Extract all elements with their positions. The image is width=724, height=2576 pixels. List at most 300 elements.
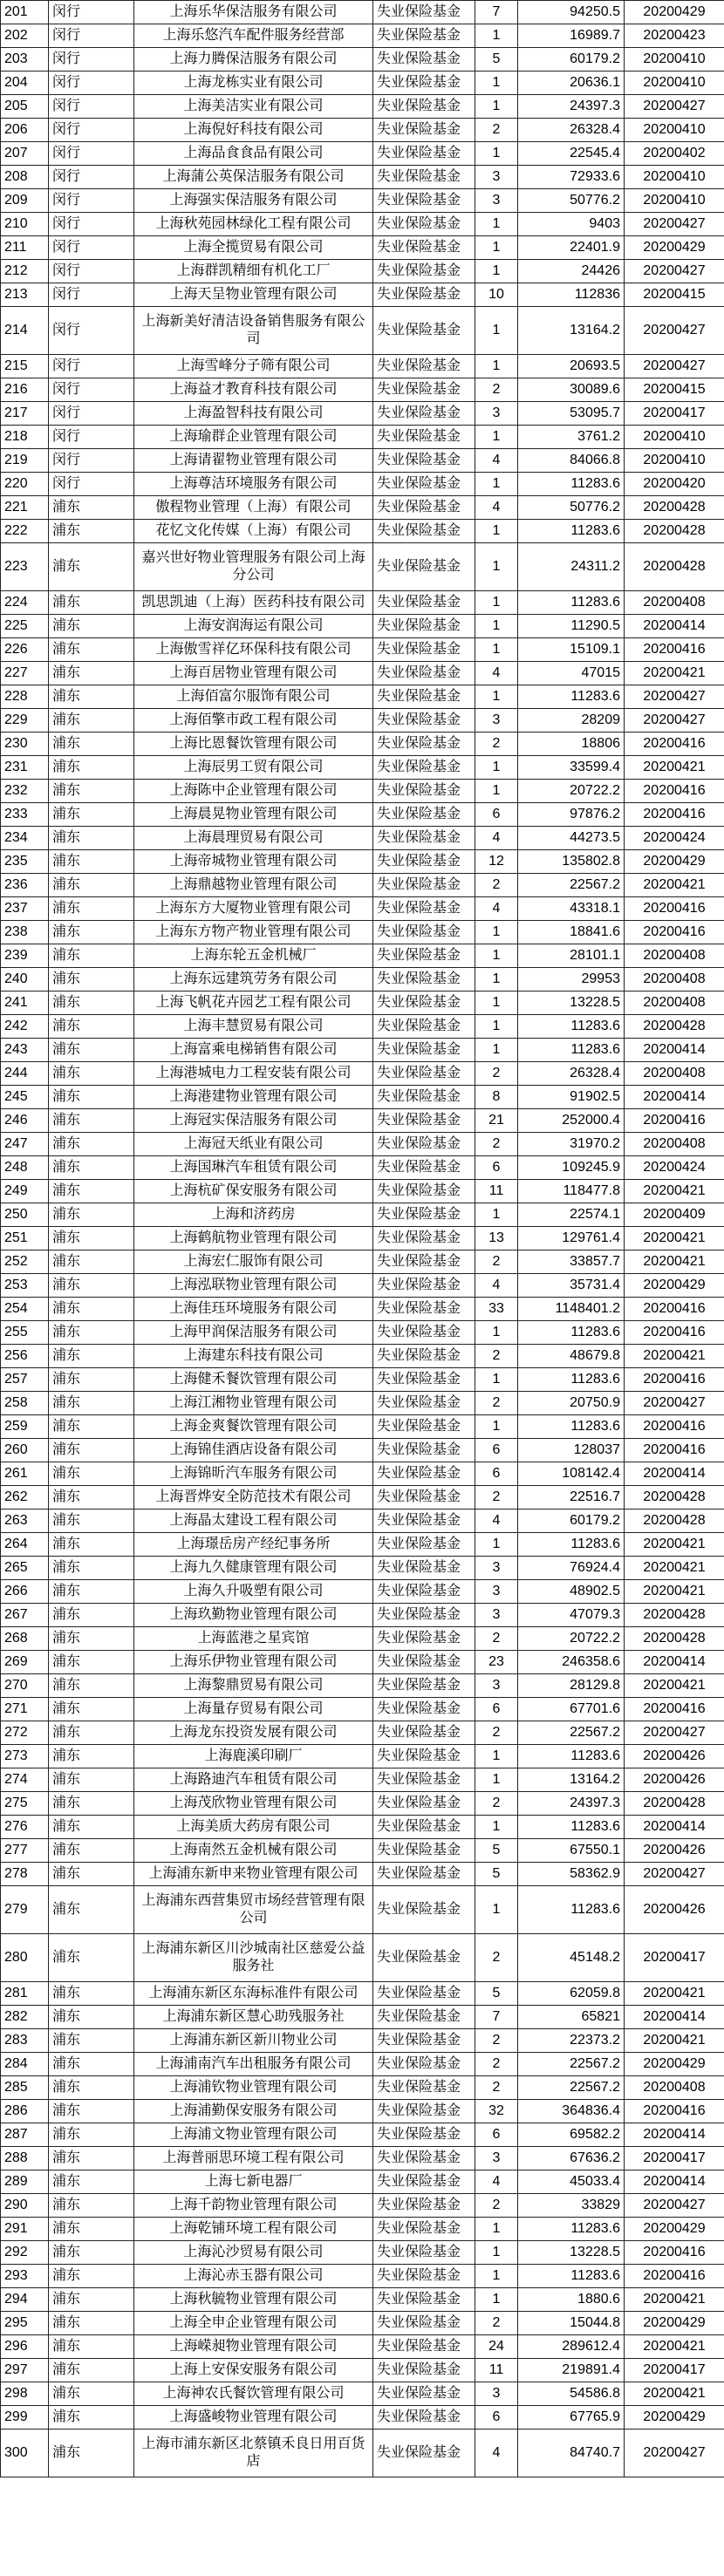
district-cell: 浦东 bbox=[49, 874, 134, 897]
company-name-cell: 上海天呈物业管理有限公司 bbox=[134, 283, 373, 307]
company-name-cell: 上海浦钦物业管理有限公司 bbox=[134, 2076, 373, 2100]
headcount-cell: 2 bbox=[475, 1251, 518, 1274]
district-cell: 浦东 bbox=[49, 1180, 134, 1203]
company-name-cell: 上海鹤航物业管理有限公司 bbox=[134, 1227, 373, 1251]
headcount-cell: 2 bbox=[475, 1486, 518, 1509]
district-cell: 浦东 bbox=[49, 1203, 134, 1227]
company-name-cell: 花忆文化传媒（上海）有限公司 bbox=[134, 520, 373, 543]
date-cell: 20200427 bbox=[625, 2429, 724, 2477]
table-row bbox=[1, 119, 724, 142]
row-number-cell: 201 bbox=[1, 1, 49, 24]
date-cell: 20200427 bbox=[625, 685, 724, 709]
amount-cell: 22567.2 bbox=[518, 1721, 625, 1745]
table-row bbox=[1, 1321, 724, 1345]
headcount-cell: 1 bbox=[475, 1368, 518, 1392]
row-number-cell: 220 bbox=[1, 473, 49, 496]
headcount-cell: 1 bbox=[475, 24, 518, 48]
district-cell: 闵行 bbox=[49, 189, 134, 213]
date-cell: 20200416 bbox=[625, 1109, 724, 1133]
table-row bbox=[1, 685, 724, 709]
amount-cell: 28101.1 bbox=[518, 944, 625, 968]
district-cell: 浦东 bbox=[49, 709, 134, 733]
headcount-cell: 2 bbox=[475, 1792, 518, 1816]
row-number-cell: 280 bbox=[1, 1934, 49, 1982]
amount-cell: 22574.1 bbox=[518, 1203, 625, 1227]
fund-type-cell: 失业保险基金 bbox=[373, 1415, 475, 1439]
fund-type-cell: 失业保险基金 bbox=[373, 897, 475, 921]
company-name-cell: 上海晨晃物业管理有限公司 bbox=[134, 803, 373, 827]
date-cell: 20200423 bbox=[625, 24, 724, 48]
fund-type-cell: 失业保险基金 bbox=[373, 709, 475, 733]
fund-type-cell: 失业保险基金 bbox=[373, 2359, 475, 2382]
date-cell: 20200414 bbox=[625, 2123, 724, 2147]
fund-type-cell: 失业保险基金 bbox=[373, 1251, 475, 1274]
row-number-cell: 294 bbox=[1, 2288, 49, 2312]
table-row bbox=[1, 1674, 724, 1698]
table-row bbox=[1, 1462, 724, 1486]
amount-cell: 364836.4 bbox=[518, 2100, 625, 2123]
date-cell: 20200408 bbox=[625, 968, 724, 992]
company-name-cell: 上海力腾保洁服务有限公司 bbox=[134, 48, 373, 72]
company-name-cell: 上海港城电力工程安装有限公司 bbox=[134, 1062, 373, 1086]
district-cell: 闵行 bbox=[49, 166, 134, 189]
table-row bbox=[1, 1533, 724, 1557]
amount-cell: 22373.2 bbox=[518, 2029, 625, 2053]
fund-type-cell: 失业保险基金 bbox=[373, 685, 475, 709]
row-number-cell: 231 bbox=[1, 756, 49, 780]
company-name-cell: 上海泓联物业管理有限公司 bbox=[134, 1274, 373, 1298]
district-cell: 浦东 bbox=[49, 2147, 134, 2171]
date-cell: 20200416 bbox=[625, 780, 724, 803]
company-name-cell: 上海江湘物业管理有限公司 bbox=[134, 1392, 373, 1415]
district-cell: 浦东 bbox=[49, 2265, 134, 2288]
amount-cell: 24397.3 bbox=[518, 1792, 625, 1816]
fund-type-cell: 失业保险基金 bbox=[373, 1321, 475, 1345]
company-name-cell: 上海安润海运有限公司 bbox=[134, 615, 373, 638]
headcount-cell: 4 bbox=[475, 449, 518, 473]
date-cell: 20200424 bbox=[625, 827, 724, 850]
date-cell: 20200421 bbox=[625, 1227, 724, 1251]
headcount-cell: 5 bbox=[475, 1839, 518, 1863]
table-row bbox=[1, 543, 724, 591]
district-cell: 浦东 bbox=[49, 733, 134, 756]
amount-cell: 11283.6 bbox=[518, 591, 625, 615]
row-number-cell: 204 bbox=[1, 72, 49, 95]
date-cell: 20200428 bbox=[625, 1604, 724, 1627]
table-row bbox=[1, 1109, 724, 1133]
fund-type-cell: 失业保险基金 bbox=[373, 1745, 475, 1768]
table-row bbox=[1, 1156, 724, 1180]
table-row bbox=[1, 1133, 724, 1156]
amount-cell: 22567.2 bbox=[518, 2053, 625, 2076]
amount-cell: 48679.8 bbox=[518, 1345, 625, 1368]
table-row bbox=[1, 260, 724, 283]
headcount-cell: 21 bbox=[475, 1109, 518, 1133]
headcount-cell: 1 bbox=[475, 1533, 518, 1557]
amount-cell: 109245.9 bbox=[518, 1156, 625, 1180]
company-name-cell: 上海量存贸易有限公司 bbox=[134, 1698, 373, 1721]
date-cell: 20200416 bbox=[625, 1321, 724, 1345]
district-cell: 浦东 bbox=[49, 1345, 134, 1368]
company-name-cell: 上海蒲公英保洁服务有限公司 bbox=[134, 166, 373, 189]
row-number-cell: 285 bbox=[1, 2076, 49, 2100]
headcount-cell: 4 bbox=[475, 2429, 518, 2477]
fund-type-cell: 失业保险基金 bbox=[373, 142, 475, 166]
row-number-cell: 229 bbox=[1, 709, 49, 733]
row-number-cell: 265 bbox=[1, 1557, 49, 1580]
table-row bbox=[1, 1062, 724, 1086]
table-row bbox=[1, 1203, 724, 1227]
date-cell: 20200421 bbox=[625, 1533, 724, 1557]
fund-type-cell: 失业保险基金 bbox=[373, 1768, 475, 1792]
date-cell: 20200421 bbox=[625, 1580, 724, 1604]
headcount-cell: 4 bbox=[475, 496, 518, 520]
fund-type-cell: 失业保险基金 bbox=[373, 1863, 475, 1886]
district-cell: 闵行 bbox=[49, 402, 134, 426]
amount-cell: 18806 bbox=[518, 733, 625, 756]
headcount-cell: 4 bbox=[475, 662, 518, 685]
date-cell: 20200417 bbox=[625, 2359, 724, 2382]
table-row bbox=[1, 2312, 724, 2335]
headcount-cell: 1 bbox=[475, 921, 518, 944]
row-number-cell: 293 bbox=[1, 2265, 49, 2288]
date-cell: 20200421 bbox=[625, 2288, 724, 2312]
district-cell: 浦东 bbox=[49, 1039, 134, 1062]
fund-type-cell: 失业保险基金 bbox=[373, 638, 475, 662]
company-name-cell: 上海东方物产物业管理有限公司 bbox=[134, 921, 373, 944]
amount-cell: 108142.4 bbox=[518, 1462, 625, 1486]
fund-type-cell: 失业保险基金 bbox=[373, 1, 475, 24]
fund-type-cell: 失业保险基金 bbox=[373, 615, 475, 638]
fund-type-cell: 失业保险基金 bbox=[373, 48, 475, 72]
row-number-cell: 271 bbox=[1, 1698, 49, 1721]
headcount-cell: 6 bbox=[475, 2123, 518, 2147]
headcount-cell: 1 bbox=[475, 2288, 518, 2312]
company-name-cell: 上海全揽贸易有限公司 bbox=[134, 236, 373, 260]
headcount-cell: 6 bbox=[475, 1156, 518, 1180]
headcount-cell: 1 bbox=[475, 1015, 518, 1039]
row-number-cell: 267 bbox=[1, 1604, 49, 1627]
company-name-cell: 上海强实保洁服务有限公司 bbox=[134, 189, 373, 213]
row-number-cell: 246 bbox=[1, 1109, 49, 1133]
table-row bbox=[1, 1721, 724, 1745]
fund-type-cell: 失业保险基金 bbox=[373, 780, 475, 803]
row-number-cell: 233 bbox=[1, 803, 49, 827]
row-number-cell: 260 bbox=[1, 1439, 49, 1462]
date-cell: 20200416 bbox=[625, 1439, 724, 1462]
table-row bbox=[1, 2406, 724, 2429]
fund-type-cell: 失业保险基金 bbox=[373, 189, 475, 213]
row-number-cell: 273 bbox=[1, 1745, 49, 1768]
amount-cell: 11283.6 bbox=[518, 2218, 625, 2241]
table-row bbox=[1, 166, 724, 189]
amount-cell: 72933.6 bbox=[518, 166, 625, 189]
district-cell: 浦东 bbox=[49, 1674, 134, 1698]
row-number-cell: 222 bbox=[1, 520, 49, 543]
company-name-cell: 上海品食食品有限公司 bbox=[134, 142, 373, 166]
row-number-cell: 262 bbox=[1, 1486, 49, 1509]
amount-cell: 1880.6 bbox=[518, 2288, 625, 2312]
date-cell: 20200408 bbox=[625, 992, 724, 1015]
amount-cell: 11283.6 bbox=[518, 2265, 625, 2288]
row-number-cell: 298 bbox=[1, 2382, 49, 2406]
table-row bbox=[1, 95, 724, 119]
amount-cell: 69582.2 bbox=[518, 2123, 625, 2147]
district-cell: 浦东 bbox=[49, 685, 134, 709]
headcount-cell: 2 bbox=[475, 2053, 518, 2076]
company-name-cell: 上海帝城物业管理有限公司 bbox=[134, 850, 373, 874]
district-cell: 浦东 bbox=[49, 944, 134, 968]
table-row bbox=[1, 1227, 724, 1251]
table-row bbox=[1, 189, 724, 213]
company-name-cell: 上海浦文物业管理有限公司 bbox=[134, 2123, 373, 2147]
row-number-cell: 208 bbox=[1, 166, 49, 189]
company-name-cell: 上海佳珏环境服务有限公司 bbox=[134, 1298, 373, 1321]
amount-cell: 30089.6 bbox=[518, 378, 625, 402]
fund-type-cell: 失业保险基金 bbox=[373, 260, 475, 283]
headcount-cell: 2 bbox=[475, 2312, 518, 2335]
district-cell: 闵行 bbox=[49, 426, 134, 449]
headcount-cell: 2 bbox=[475, 1345, 518, 1368]
district-cell: 浦东 bbox=[49, 1580, 134, 1604]
company-name-cell: 上海蓝港之星宾馆 bbox=[134, 1627, 373, 1651]
table-row bbox=[1, 968, 724, 992]
headcount-cell: 1 bbox=[475, 1415, 518, 1439]
row-number-cell: 236 bbox=[1, 874, 49, 897]
table-row bbox=[1, 615, 724, 638]
row-number-cell: 296 bbox=[1, 2335, 49, 2359]
amount-cell: 33857.7 bbox=[518, 1251, 625, 1274]
amount-cell: 24426 bbox=[518, 260, 625, 283]
table-row bbox=[1, 1509, 724, 1533]
district-cell: 浦东 bbox=[49, 1745, 134, 1768]
row-number-cell: 242 bbox=[1, 1015, 49, 1039]
fund-type-cell: 失业保险基金 bbox=[373, 921, 475, 944]
amount-cell: 18841.6 bbox=[518, 921, 625, 944]
district-cell: 浦东 bbox=[49, 992, 134, 1015]
table-row bbox=[1, 1251, 724, 1274]
row-number-cell: 216 bbox=[1, 378, 49, 402]
headcount-cell: 2 bbox=[475, 1062, 518, 1086]
row-number-cell: 221 bbox=[1, 496, 49, 520]
district-cell: 闵行 bbox=[49, 24, 134, 48]
amount-cell: 11283.6 bbox=[518, 1015, 625, 1039]
fund-type-cell: 失业保险基金 bbox=[373, 1133, 475, 1156]
date-cell: 20200421 bbox=[625, 1557, 724, 1580]
amount-cell: 22567.2 bbox=[518, 874, 625, 897]
amount-cell: 97876.2 bbox=[518, 803, 625, 827]
company-name-cell: 上海百居物业管理有限公司 bbox=[134, 662, 373, 685]
date-cell: 20200428 bbox=[625, 1509, 724, 1533]
date-cell: 20200416 bbox=[625, 2241, 724, 2265]
amount-cell: 76924.4 bbox=[518, 1557, 625, 1580]
district-cell: 浦东 bbox=[49, 756, 134, 780]
amount-cell: 20722.2 bbox=[518, 780, 625, 803]
company-name-cell: 傲程物业管理（上海）有限公司 bbox=[134, 496, 373, 520]
company-name-cell: 上海建东科技有限公司 bbox=[134, 1345, 373, 1368]
table-row bbox=[1, 1651, 724, 1674]
fund-type-cell: 失业保险基金 bbox=[373, 1462, 475, 1486]
row-number-cell: 239 bbox=[1, 944, 49, 968]
date-cell: 20200417 bbox=[625, 1934, 724, 1982]
table-row bbox=[1, 591, 724, 615]
date-cell: 20200408 bbox=[625, 1062, 724, 1086]
row-number-cell: 215 bbox=[1, 355, 49, 378]
table-row bbox=[1, 1415, 724, 1439]
headcount-cell: 1 bbox=[475, 1768, 518, 1792]
amount-cell: 28129.8 bbox=[518, 1674, 625, 1698]
headcount-cell: 23 bbox=[475, 1651, 518, 1674]
date-cell: 20200426 bbox=[625, 1745, 724, 1768]
district-cell: 浦东 bbox=[49, 2382, 134, 2406]
district-cell: 浦东 bbox=[49, 2406, 134, 2429]
amount-cell: 11283.6 bbox=[518, 1321, 625, 1345]
company-name-cell: 上海南然五金机械有限公司 bbox=[134, 1839, 373, 1863]
fund-type-cell: 失业保险基金 bbox=[373, 1109, 475, 1133]
table-row bbox=[1, 1015, 724, 1039]
amount-cell: 47015 bbox=[518, 662, 625, 685]
table-row bbox=[1, 780, 724, 803]
headcount-cell: 4 bbox=[475, 2171, 518, 2194]
table-row bbox=[1, 1792, 724, 1816]
fund-type-cell: 失业保险基金 bbox=[373, 1698, 475, 1721]
table-row bbox=[1, 944, 724, 968]
district-cell: 浦东 bbox=[49, 2076, 134, 2100]
headcount-cell: 4 bbox=[475, 827, 518, 850]
company-name-cell: 上海路迪汽车租赁有限公司 bbox=[134, 1768, 373, 1792]
row-number-cell: 235 bbox=[1, 850, 49, 874]
district-cell: 浦东 bbox=[49, 543, 134, 591]
district-cell: 浦东 bbox=[49, 520, 134, 543]
district-cell: 闵行 bbox=[49, 142, 134, 166]
table-row bbox=[1, 449, 724, 473]
table-row bbox=[1, 1604, 724, 1627]
district-cell: 浦东 bbox=[49, 1934, 134, 1982]
date-cell: 20200421 bbox=[625, 1674, 724, 1698]
district-cell: 浦东 bbox=[49, 1251, 134, 1274]
company-name-cell: 上海锦佳酒店设备有限公司 bbox=[134, 1439, 373, 1462]
table-row bbox=[1, 1768, 724, 1792]
date-cell: 20200414 bbox=[625, 1086, 724, 1109]
table-row bbox=[1, 850, 724, 874]
amount-cell: 129761.4 bbox=[518, 1227, 625, 1251]
row-number-cell: 210 bbox=[1, 213, 49, 236]
headcount-cell: 1 bbox=[475, 992, 518, 1015]
amount-cell: 20693.5 bbox=[518, 355, 625, 378]
row-number-cell: 243 bbox=[1, 1039, 49, 1062]
headcount-cell: 1 bbox=[475, 1886, 518, 1934]
amount-cell: 13164.2 bbox=[518, 307, 625, 355]
company-name-cell: 上海乐伊物业管理有限公司 bbox=[134, 1651, 373, 1674]
company-name-cell: 上海冠实保洁服务有限公司 bbox=[134, 1109, 373, 1133]
date-cell: 20200421 bbox=[625, 2382, 724, 2406]
table-row bbox=[1, 283, 724, 307]
date-cell: 20200414 bbox=[625, 1651, 724, 1674]
fund-type-cell: 失业保险基金 bbox=[373, 1439, 475, 1462]
date-cell: 20200427 bbox=[625, 2194, 724, 2218]
amount-cell: 11283.6 bbox=[518, 473, 625, 496]
row-number-cell: 268 bbox=[1, 1627, 49, 1651]
amount-cell: 11283.6 bbox=[518, 1745, 625, 1768]
date-cell: 20200429 bbox=[625, 1, 724, 24]
fund-type-cell: 失业保险基金 bbox=[373, 1180, 475, 1203]
headcount-cell: 1 bbox=[475, 473, 518, 496]
row-number-cell: 251 bbox=[1, 1227, 49, 1251]
headcount-cell: 6 bbox=[475, 1439, 518, 1462]
company-name-cell: 上海盛峻物业管理有限公司 bbox=[134, 2406, 373, 2429]
headcount-cell: 33 bbox=[475, 1298, 518, 1321]
fund-type-cell: 失业保险基金 bbox=[373, 1557, 475, 1580]
company-name-cell: 上海晋烨安全防范技术有限公司 bbox=[134, 1486, 373, 1509]
district-cell: 浦东 bbox=[49, 1816, 134, 1839]
date-cell: 20200421 bbox=[625, 874, 724, 897]
fund-type-cell: 失业保险基金 bbox=[373, 2076, 475, 2100]
table-row bbox=[1, 2053, 724, 2076]
amount-cell: 50776.2 bbox=[518, 496, 625, 520]
date-cell: 20200414 bbox=[625, 2171, 724, 2194]
company-name-cell: 上海乐悠汽车配件服务经营部 bbox=[134, 24, 373, 48]
headcount-cell: 1 bbox=[475, 1816, 518, 1839]
date-cell: 20200429 bbox=[625, 2406, 724, 2429]
headcount-cell: 6 bbox=[475, 803, 518, 827]
fund-type-cell: 失业保险基金 bbox=[373, 236, 475, 260]
date-cell: 20200410 bbox=[625, 189, 724, 213]
row-number-cell: 275 bbox=[1, 1792, 49, 1816]
row-number-cell: 211 bbox=[1, 236, 49, 260]
fund-type-cell: 失业保险基金 bbox=[373, 24, 475, 48]
company-name-cell: 上海宏仁服饰有限公司 bbox=[134, 1251, 373, 1274]
date-cell: 20200410 bbox=[625, 48, 724, 72]
row-number-cell: 207 bbox=[1, 142, 49, 166]
date-cell: 20200408 bbox=[625, 591, 724, 615]
amount-cell: 13228.5 bbox=[518, 992, 625, 1015]
row-number-cell: 205 bbox=[1, 95, 49, 119]
fund-type-cell: 失业保险基金 bbox=[373, 1627, 475, 1651]
date-cell: 20200415 bbox=[625, 283, 724, 307]
headcount-cell: 3 bbox=[475, 1557, 518, 1580]
headcount-cell: 3 bbox=[475, 402, 518, 426]
date-cell: 20200409 bbox=[625, 1203, 724, 1227]
date-cell: 20200428 bbox=[625, 496, 724, 520]
table-row bbox=[1, 662, 724, 685]
company-name-cell: 上海浦南汽车出租服务有限公司 bbox=[134, 2053, 373, 2076]
row-number-cell: 230 bbox=[1, 733, 49, 756]
fund-type-cell: 失业保险基金 bbox=[373, 2100, 475, 2123]
date-cell: 20200427 bbox=[625, 355, 724, 378]
row-number-cell: 295 bbox=[1, 2312, 49, 2335]
headcount-cell: 1 bbox=[475, 543, 518, 591]
amount-cell: 22567.2 bbox=[518, 2076, 625, 2100]
headcount-cell: 3 bbox=[475, 2382, 518, 2406]
date-cell: 20200428 bbox=[625, 1486, 724, 1509]
district-cell: 浦东 bbox=[49, 1792, 134, 1816]
headcount-cell: 2 bbox=[475, 2194, 518, 2218]
table-row bbox=[1, 2147, 724, 2171]
headcount-cell: 2 bbox=[475, 1392, 518, 1415]
row-number-cell: 288 bbox=[1, 2147, 49, 2171]
company-name-cell: 上海新美好清洁设备销售服务有限公司 bbox=[134, 307, 373, 355]
fund-type-cell: 失业保险基金 bbox=[373, 2429, 475, 2477]
date-cell: 20200427 bbox=[625, 1863, 724, 1886]
row-number-cell: 203 bbox=[1, 48, 49, 72]
fund-type-cell: 失业保险基金 bbox=[373, 2312, 475, 2335]
row-number-cell: 247 bbox=[1, 1133, 49, 1156]
date-cell: 20200424 bbox=[625, 1156, 724, 1180]
fund-type-cell: 失业保险基金 bbox=[373, 496, 475, 520]
row-number-cell: 291 bbox=[1, 2218, 49, 2241]
amount-cell: 33829 bbox=[518, 2194, 625, 2218]
headcount-cell: 4 bbox=[475, 1274, 518, 1298]
